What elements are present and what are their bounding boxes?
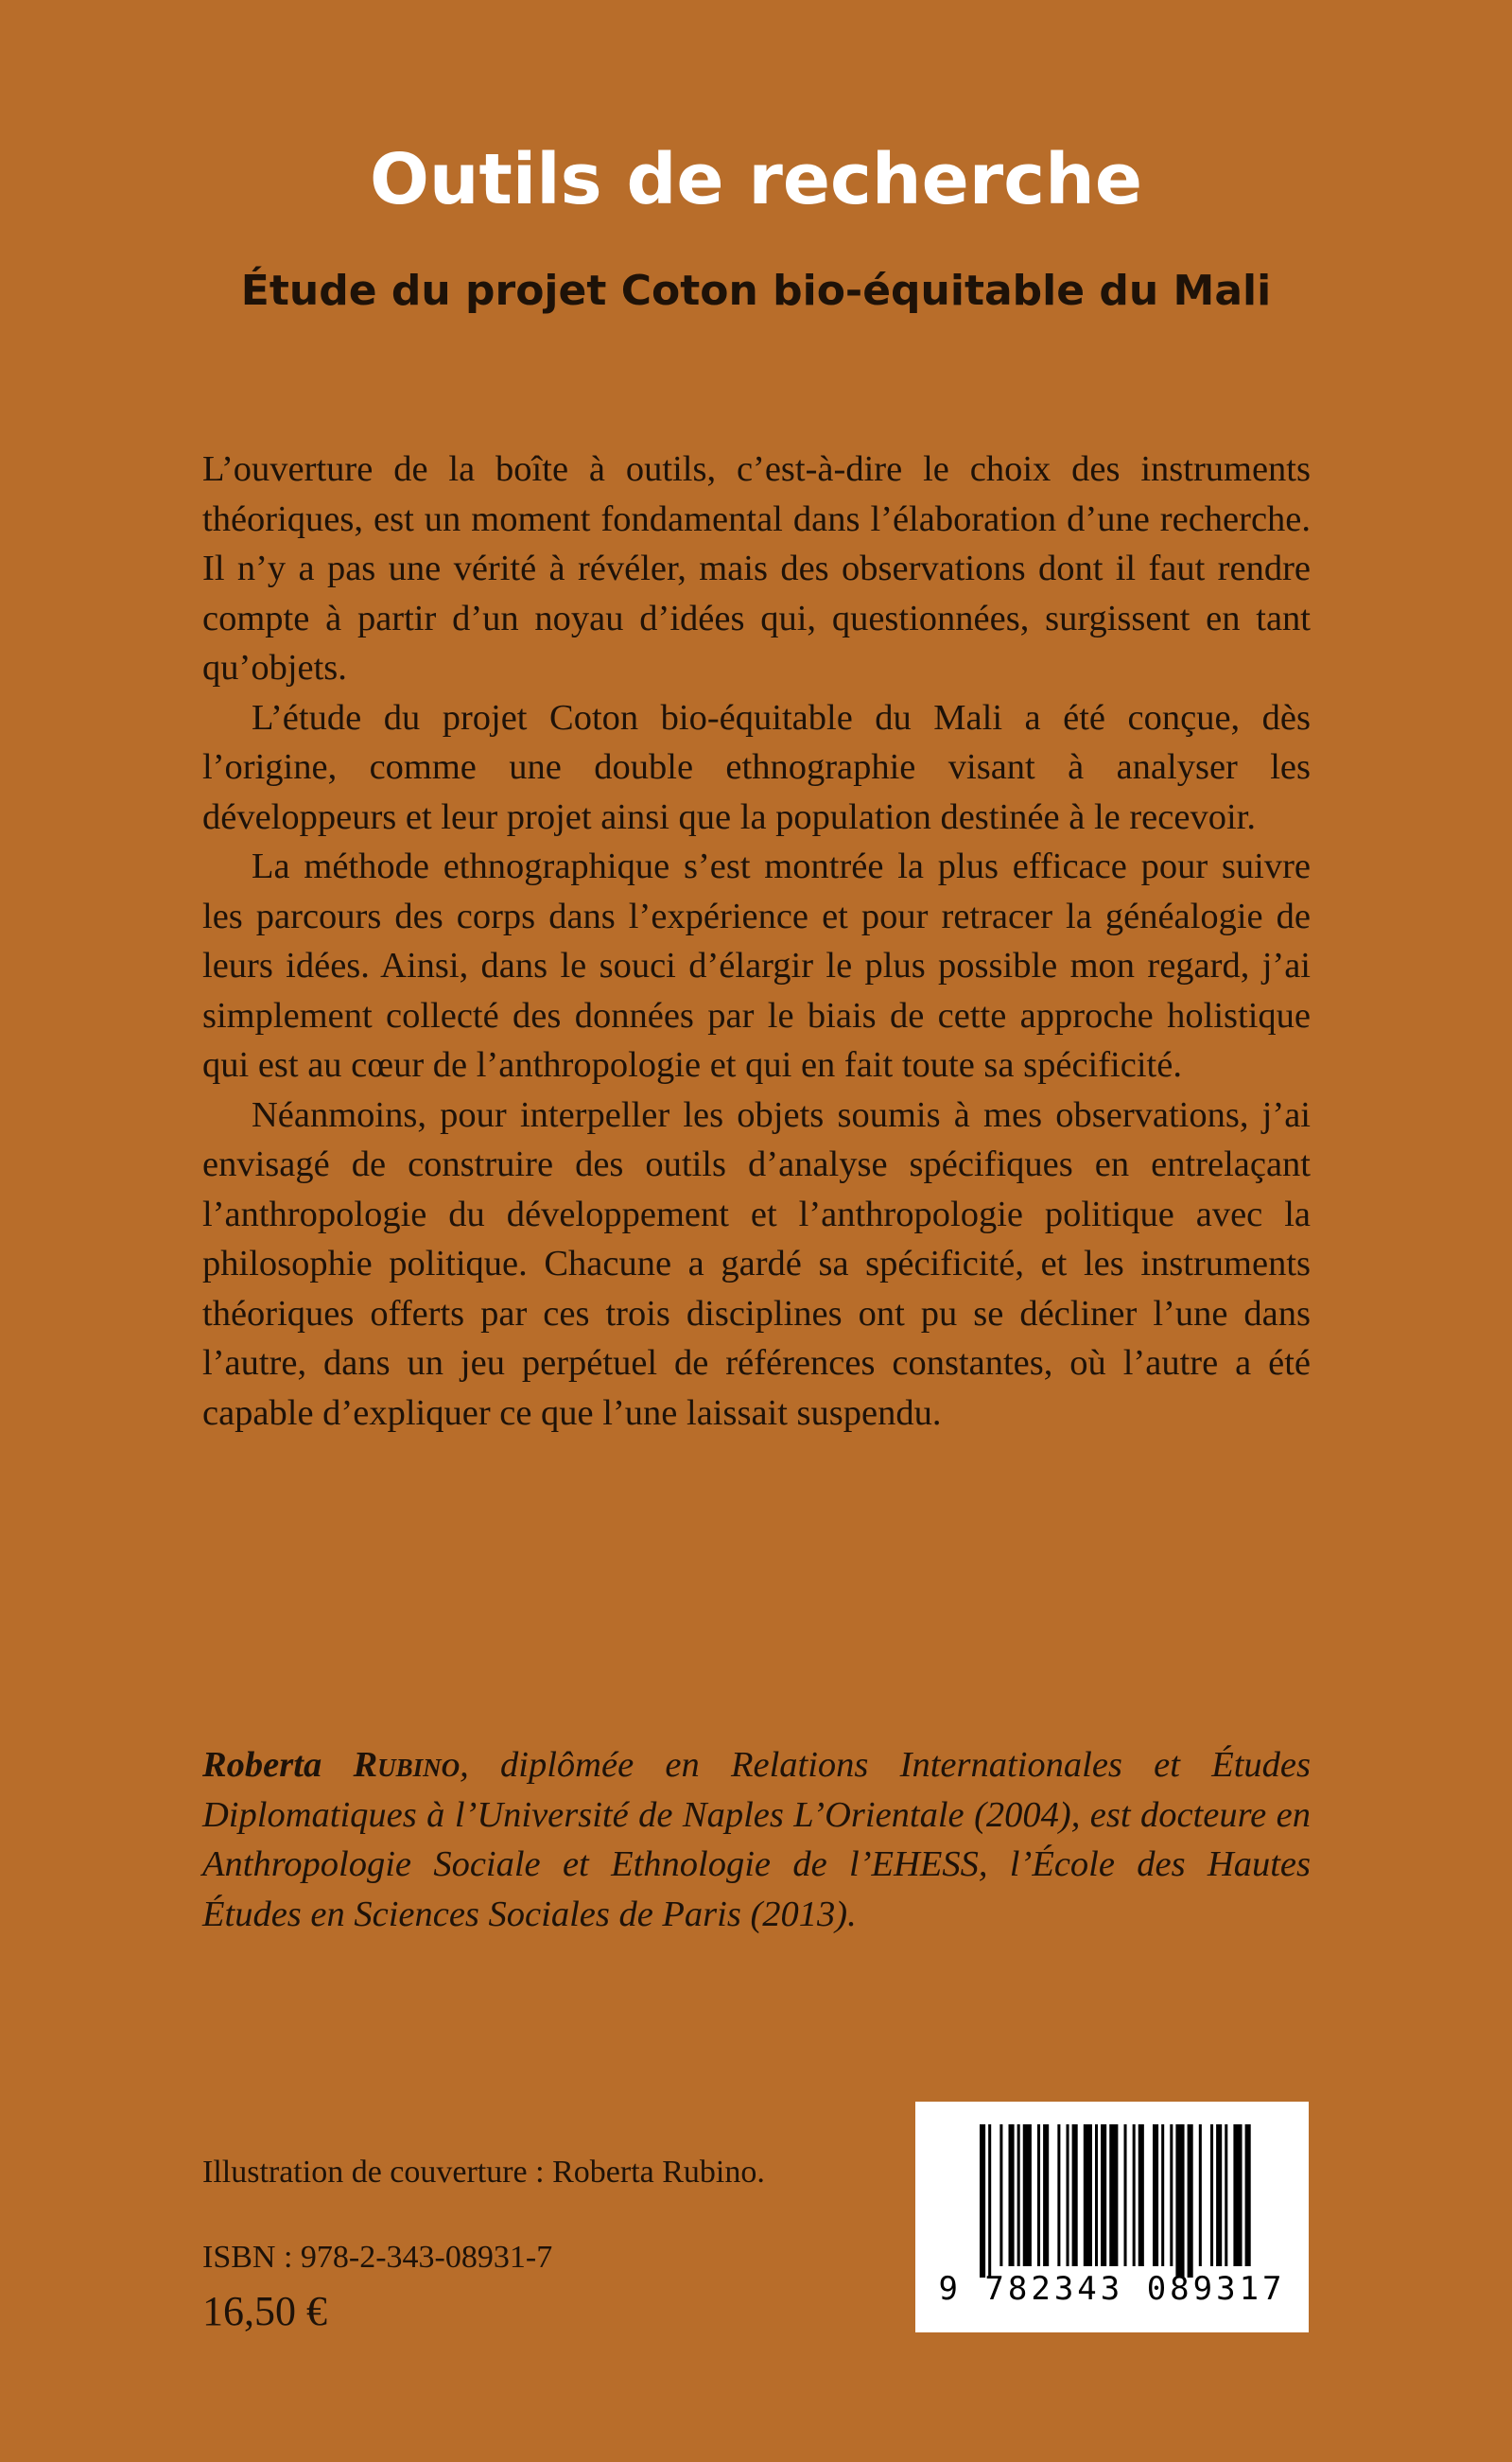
barcode-bar — [1225, 2124, 1227, 2266]
barcode-bar — [1072, 2124, 1078, 2266]
author-last-name: Rubino — [353, 1745, 461, 1785]
barcode-bar — [1057, 2124, 1060, 2266]
blurb-paragraph-3: La méthode ethnographique s’est montrée la plus efficace pour suivre les parcours des corps dans l’expérience et pour retracer la généalogie de leurs idées. Ainsi, dans le souci d’élargir le plus possible mon regard, j’ai simplement collecté des données par le biais de cette approche holistique qui est au cœur de l’anthropologie et qui en fait toute sa spécificité. — [202, 847, 1311, 1085]
barcode-bar — [1084, 2124, 1092, 2266]
barcode-bar — [1067, 2124, 1069, 2266]
barcode-bar — [1188, 2124, 1193, 2278]
barcode-bar — [1161, 2124, 1164, 2266]
barcode-bar — [1138, 2124, 1144, 2266]
author-bio-text: , diplômée en Relations Internationales et Études Diplomatiques à l’Université de Naples L’Orientale (2004), est docteure en Anthropologie Sociale et Ethnologie de l’EHESS, l’École des Hautes Études en Sciences Sociales de Paris (2013). — [202, 1745, 1311, 1934]
barcode — [915, 2102, 1309, 2332]
author-name — [202, 1745, 460, 1785]
barcode-bar — [1216, 2124, 1222, 2266]
cover-illustration-credit: Illustration de couverture : Roberta Rubino. — [202, 2155, 765, 2190]
blurb-paragraph-1: L’ouverture de la boîte à outils, c’est-à-dire le choix des instruments théoriques, est un moment fondamental dans l’élaboration d’une recherche. Il n’y a pas une vérité à révéler, mais des observations dont il faut rendre compte à partir d’un noyau d’idées qui, questionnées, surgissent en tant qu’objets. — [202, 449, 1311, 688]
barcode-bar — [1245, 2124, 1251, 2266]
barcode-bar — [1210, 2124, 1213, 2266]
barcode-bar — [1101, 2124, 1106, 2266]
barcode-bar — [999, 2124, 1002, 2266]
barcode-bar — [1023, 2124, 1032, 2266]
book-subtitle: Étude du projet Coton bio-équitable du Mali — [240, 267, 1272, 315]
barcode-digits: 9 782343 089317 — [938, 2270, 1286, 2308]
isbn: ISBN : 978-2-343-08931-7 — [202, 2240, 553, 2275]
barcode-bar — [988, 2124, 991, 2278]
barcode-bar — [1043, 2124, 1049, 2266]
barcode-bar — [1170, 2124, 1173, 2266]
author-first-name: Roberta — [202, 1745, 322, 1785]
barcode-bar — [1095, 2124, 1098, 2266]
book-title: Outils de recherche — [369, 139, 1143, 220]
blurb-paragraph-2: L’étude du projet Coton bio-équitable du Mali a été conçue, dès l’origine, comme une double ethnographie visant à analyser les développeurs et leur projet ainsi que la population destinée à le recevoir. — [202, 697, 1311, 837]
barcode-bar — [1009, 2124, 1015, 2266]
barcode-bar — [1233, 2124, 1242, 2266]
blurb — [202, 445, 1311, 1438]
barcode-bar — [1109, 2124, 1118, 2266]
barcode-bar — [1199, 2124, 1202, 2266]
barcode-bar — [1175, 2124, 1184, 2278]
blurb-paragraph-4: Néanmoins, pour interpeller les objets soumis à mes observations, j’ai envisagé de construire des outils d’analyse spécifiques en entrelaçant l’anthropologie du développement et l’anthropologie politique avec la philosophie politique. Chacune a gardé sa spécificité, et les instruments théoriques offerts par ces trois disciplines ont pu se décliner l’une dans l’autre, dans un jeu perpétuel de références constantes, où l’autre a été capable d’expliquer ce que l’une laissait suspendu. — [202, 1094, 1311, 1433]
price: 16,50 € — [202, 2288, 327, 2334]
barcode-bar — [1153, 2124, 1158, 2266]
barcode-bar — [1017, 2124, 1020, 2266]
barcode-bar — [1133, 2124, 1136, 2266]
barcode-bar — [1037, 2124, 1040, 2266]
barcode-bar — [1124, 2124, 1127, 2266]
author-bio — [202, 1740, 1311, 1939]
barcode-bar — [980, 2124, 985, 2278]
